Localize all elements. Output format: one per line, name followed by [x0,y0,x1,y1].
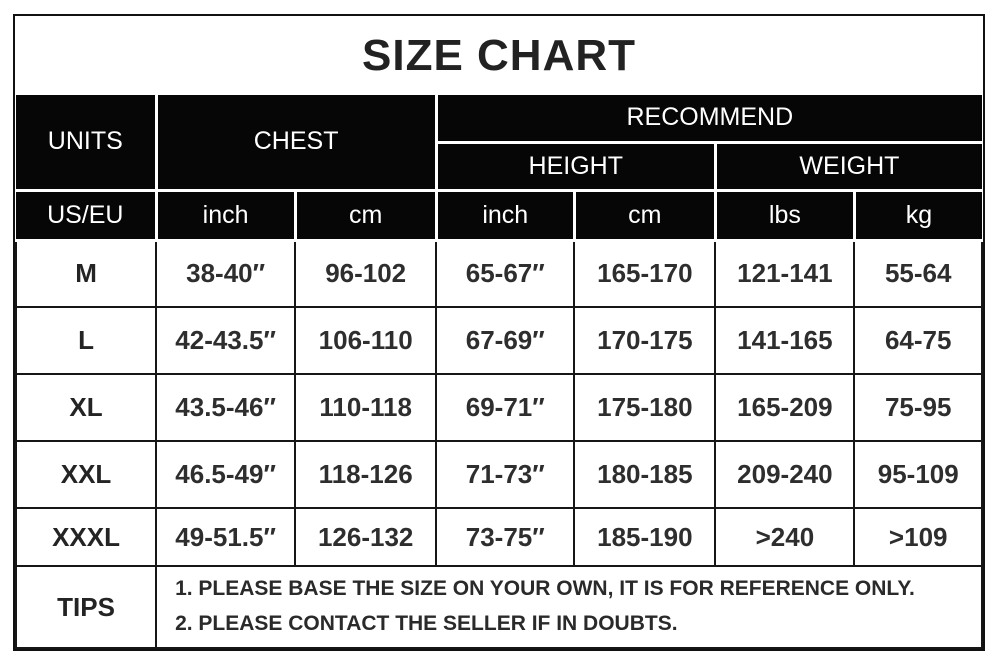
header-height-cm: cm [574,190,715,240]
tips-label: TIPS [16,566,156,648]
tips-line-2: 2. PLEASE CONTACT THE SELLER IF IN DOUBTS. [175,612,678,635]
cell: 55-64 [854,240,982,307]
header-chest-cm: cm [295,190,436,240]
cell: 64-75 [854,307,982,374]
cell: 170-175 [574,307,715,374]
cell: 96-102 [295,240,436,307]
header-height: HEIGHT [436,142,715,190]
size-label: XXL [16,441,156,508]
size-row-xxxl [16,508,982,566]
header-us-eu: US/EU [16,190,156,240]
size-row-xxl [16,441,982,508]
tips-row [16,566,982,648]
cell: 209-240 [715,441,854,508]
cell: 46.5-49″ [156,441,295,508]
cell: 49-51.5″ [156,508,295,566]
cell: 65-67″ [436,240,574,307]
size-label: L [16,307,156,374]
cell: 38-40″ [156,240,295,307]
size-label: M [16,240,156,307]
cell: 180-185 [574,441,715,508]
cell: 71-73″ [436,441,574,508]
header-weight: WEIGHT [715,142,982,190]
header-height-inch: inch [436,190,574,240]
cell: 73-75″ [436,508,574,566]
header-recommend: RECOMMEND [436,95,982,142]
cell: 175-180 [574,374,715,441]
cell: >109 [854,508,982,566]
header-units: UNITS [16,95,156,190]
header-row-groups [16,95,982,142]
cell: 67-69″ [436,307,574,374]
cell: 110-118 [295,374,436,441]
size-label: XL [16,374,156,441]
size-row-l [16,307,982,374]
cell: 106-110 [295,307,436,374]
cell: 95-109 [854,441,982,508]
cell: 165-170 [574,240,715,307]
size-chart-table [15,95,983,649]
header-weight-kg: kg [854,190,982,240]
cell: 185-190 [574,508,715,566]
tips-line-1: 1. PLEASE BASE THE SIZE ON YOUR OWN, IT IS FOR REFERENCE ONLY. [175,577,915,601]
title-bar [15,16,983,95]
size-label: XXXL [16,508,156,566]
size-row-xl [16,374,982,441]
size-row-m [16,240,982,307]
header-weight-lbs: lbs [715,190,854,240]
cell: 43.5-46″ [156,374,295,441]
cell: 118-126 [295,441,436,508]
cell: >240 [715,508,854,566]
tips-text [156,566,982,648]
header-row-units [16,190,982,240]
cell: 165-209 [715,374,854,441]
size-chart [13,14,985,651]
cell: 121-141 [715,240,854,307]
page-title: SIZE CHART [362,30,636,80]
header-chest: CHEST [156,95,436,190]
cell: 126-132 [295,508,436,566]
cell: 69-71″ [436,374,574,441]
cell: 75-95 [854,374,982,441]
cell: 141-165 [715,307,854,374]
header-chest-inch: inch [156,190,295,240]
cell: 42-43.5″ [156,307,295,374]
